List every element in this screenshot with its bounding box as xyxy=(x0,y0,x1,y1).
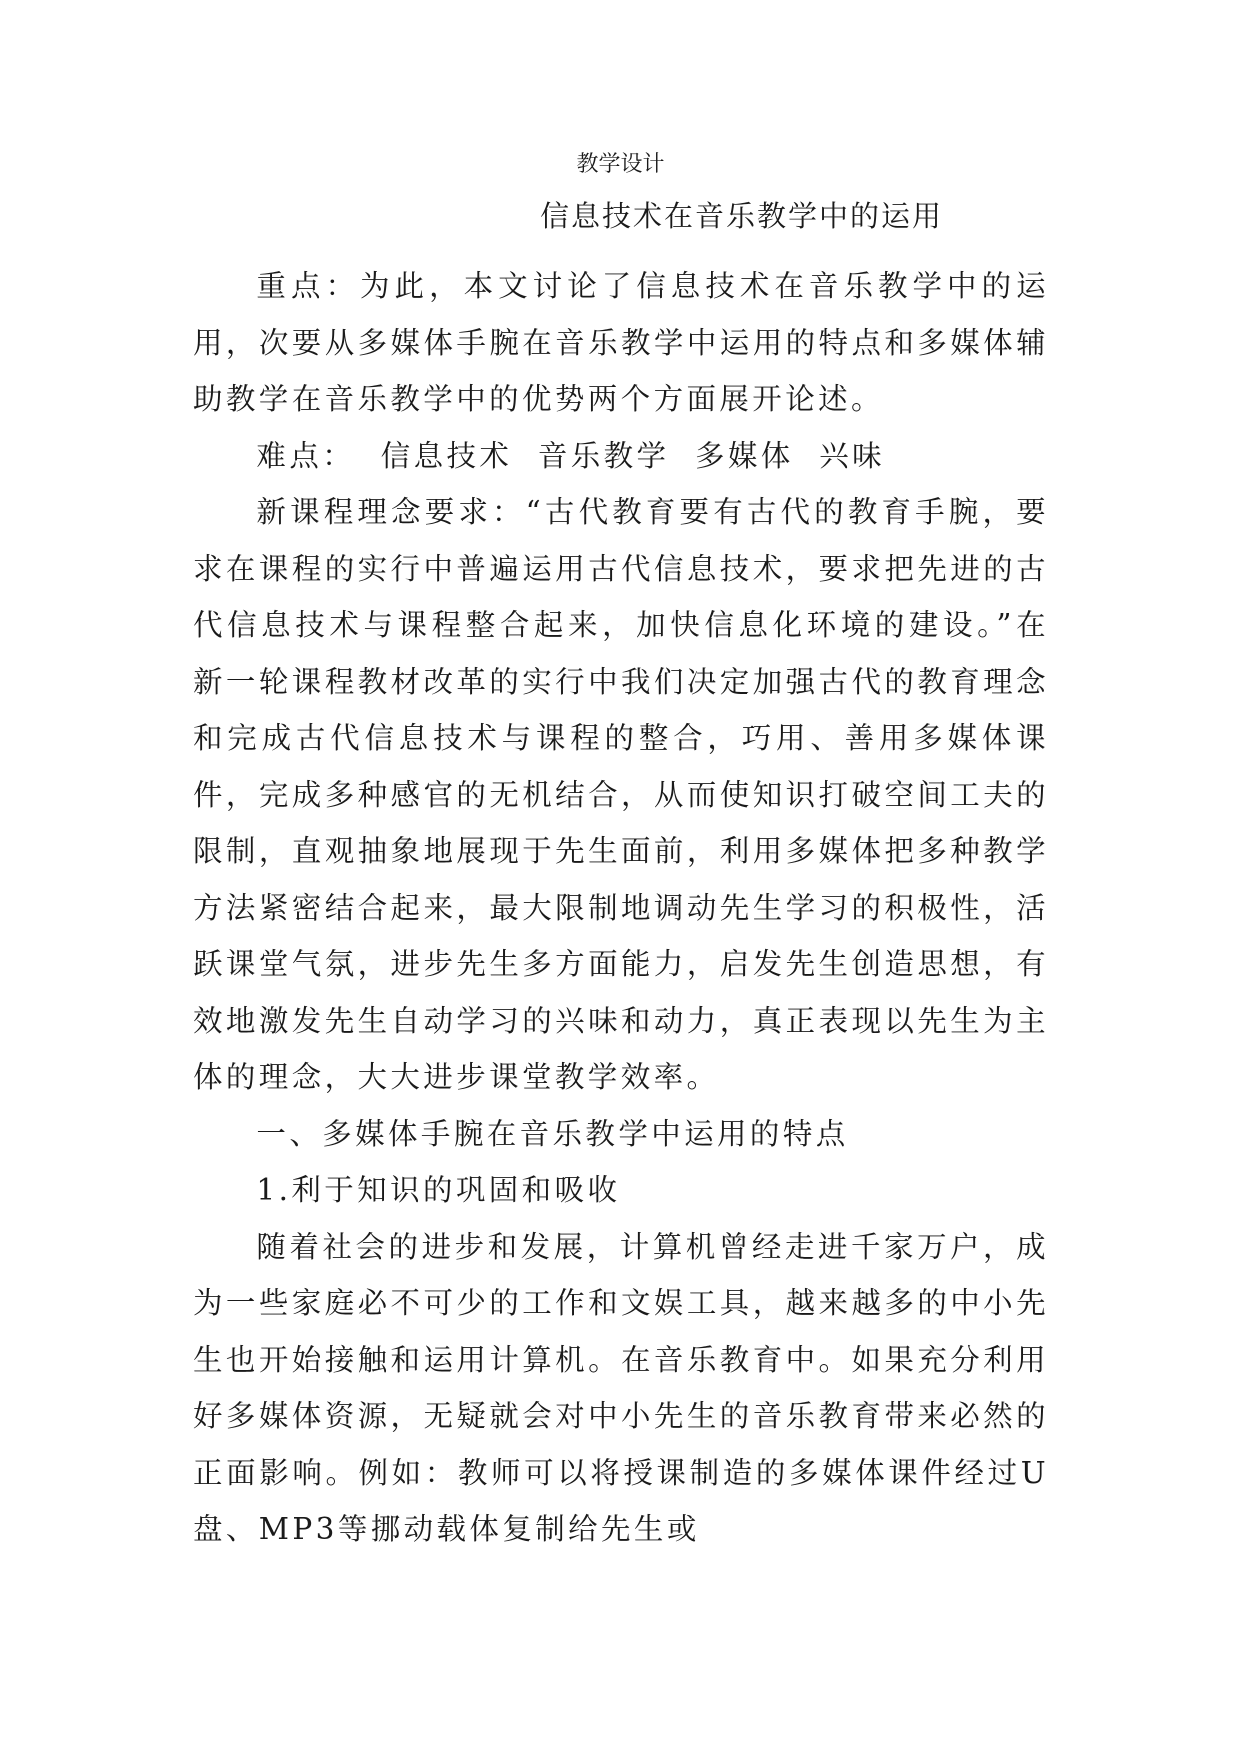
document-title: 信息技术在音乐教学中的运用 xyxy=(540,199,944,233)
paragraph-difficulties: 难点： 信息技术 音乐教学 多媒体 兴味 xyxy=(256,438,886,473)
document-body xyxy=(193,258,1049,1558)
paragraph-society-progress: 随着社会的进步和发展，计算机曾经走进千家万户，成为一些家庭必不可少的工作和文娱工具，越来越多的中小先生也开始接触和运用计算机。在音乐教育中。如果充分利用好多媒体资源，无疑就会对中小先生的音乐教育带来必然的正面影响。例如：教师可以将授课制造的多媒体课件经过U盘、MP3等挪动载体复制给先生或 xyxy=(193,1229,1049,1546)
section-heading-1: 一、多媒体手腕在音乐教学中运用的特点 xyxy=(256,1116,849,1151)
document-header: 教学设计 xyxy=(576,152,665,177)
paragraph-curriculum-concept: 新课程理念要求：“古代教育要有古代的教育手腕，要求在课程的实行中普遍运用古代信息技术，要求把先进的古代信息技术与课程整合起来，加快信息化环境的建设。”在新一轮课程教材改革的实行中我们决定加强古代的教育理念和完成古代信息技术与课程的整合，巧用、善用多媒体课件，完成多种感官的无机结合，从而使知识打破空间工夫的限制，直观抽象地展现于先生面前，利用多媒体把多种教学方法紧密结合起来，最大限制地调动先生学习的积极性，活跃课堂气氛，进步先生多方面能力，启发先生创造思想，有效地激发先生自动学习的兴味和动力，真正表现以先生为主体的理念，大大进步课堂教学效率。 xyxy=(193,495,1049,1094)
paragraph-key-points: 重点：为此，本文讨论了信息技术在音乐教学中的运用，次要从多媒体手腕在音乐教学中运用的特点和多媒体辅助教学在音乐教学中的优势两个方面展开论述。 xyxy=(193,269,1049,416)
subsection-heading-1-1: 1.利于知识的巩固和吸收 xyxy=(256,1173,621,1207)
